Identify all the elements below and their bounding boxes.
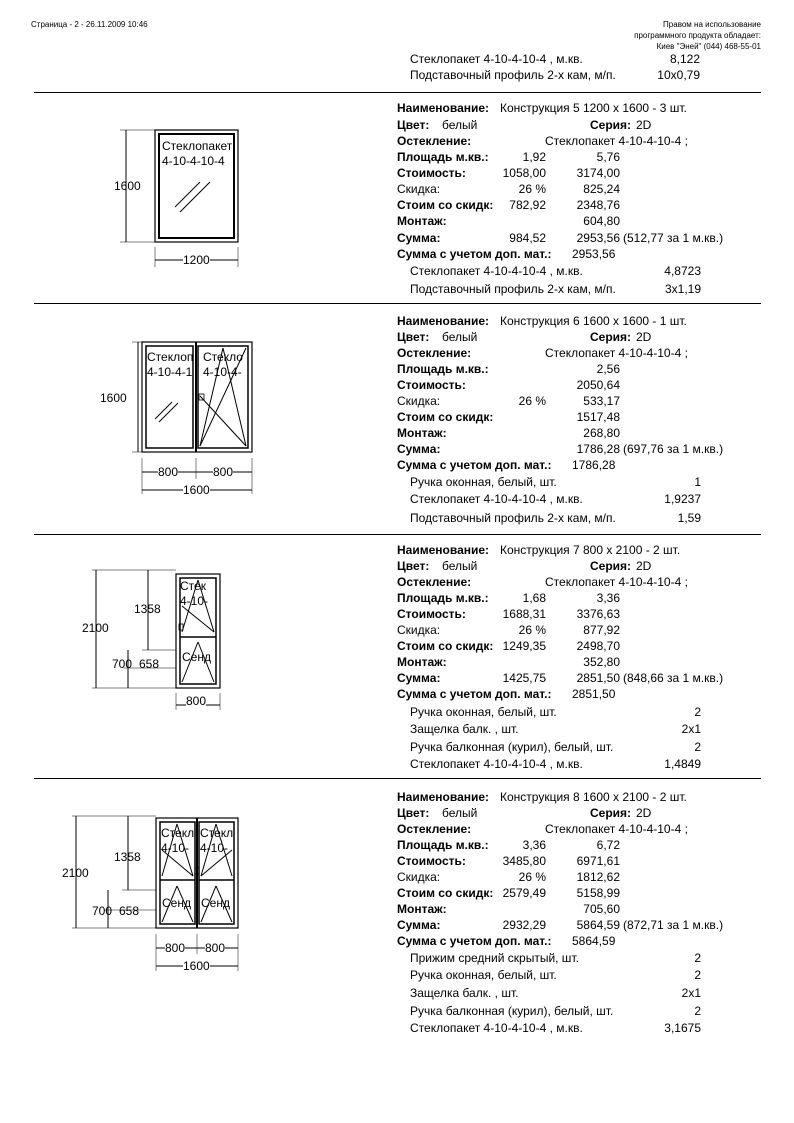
label-color: Цвет: [397, 118, 430, 132]
cost-unit: 1058,00 [502, 166, 546, 180]
label-install: Монтаж: [397, 902, 447, 916]
label-color: Цвет: [397, 330, 430, 344]
width-dimension: 800 [213, 465, 234, 479]
cost-discounted-unit: 782,92 [509, 198, 546, 212]
glazing-value: Стеклопакет 4-10-4-10-4 ; [545, 575, 688, 589]
area-total: 5,76 [596, 150, 620, 164]
cost-discounted-total: 2348,76 [576, 198, 620, 212]
pane-label: 4-10-4-1 [147, 365, 193, 379]
label-discount: Скидка: [397, 182, 441, 196]
upper-dimension: 1358 [134, 602, 161, 616]
material-name: Прижим средний скрытый, шт. [410, 951, 579, 965]
label-glazing: Остекление: [397, 575, 472, 589]
label-install: Монтаж: [397, 214, 447, 228]
height-dimension: 2100 [62, 866, 89, 880]
label-sum-with-materials: Сумма с учетом доп. мат.: [397, 458, 552, 472]
series-value: 2D [636, 806, 652, 820]
color-value: белый [442, 806, 478, 820]
pane-label: Стекло [203, 350, 243, 364]
sum-total: 2851,50 [576, 671, 620, 685]
cost-total: 3376,63 [576, 607, 620, 621]
material-name: Стеклопакет 4-10-4-10-4 , м.кв. [410, 492, 583, 506]
material-name: Стеклопакет 4-10-4-10-4 , м.кв. [410, 264, 583, 278]
section-divider [34, 303, 761, 304]
material-qty: 1,9237 [664, 492, 701, 506]
carryover-item-name: Стеклопакет 4-10-4-10-4 , м.кв. [410, 52, 583, 66]
cost-discounted-unit: 2579,49 [502, 886, 546, 900]
material-name: Стеклопакет 4-10-4-10-4 , м.кв. [410, 757, 583, 771]
label-cost-discounted: Стоим со скидк: [397, 198, 494, 212]
sum-per-m2: (872,71 за 1 м.кв.) [623, 918, 724, 932]
label-sum: Сумма: [397, 231, 441, 245]
label-cost: Стоимость: [397, 378, 466, 392]
lower-dimension: 700 [92, 904, 113, 918]
label-name: Наименование: [397, 314, 490, 328]
section-divider [34, 534, 761, 535]
label-series: Серия: [590, 559, 632, 573]
material-qty: 1,4849 [664, 757, 701, 771]
pane-label: Сенд [201, 896, 230, 910]
area-total: 6,72 [596, 838, 620, 852]
width-dimension: 800 [186, 694, 207, 708]
lower-dimension: 700 [112, 657, 133, 671]
sum-unit: 2932,29 [502, 918, 546, 932]
label-area: Площадь м.кв.: [397, 362, 489, 376]
label-discount: Скидка: [397, 870, 441, 884]
label-area: Площадь м.кв.: [397, 150, 489, 164]
material-qty: 3x1,19 [664, 282, 701, 296]
material-qty: 2 [694, 1004, 701, 1018]
material-name: Подставочный профиль 2-х кам, м/п. [410, 282, 616, 296]
material-qty: 2x1 [681, 722, 701, 736]
material-qty: 2x1 [681, 986, 701, 1000]
label-sum-with-materials: Сумма с учетом доп. мат.: [397, 934, 552, 948]
install-value: 352,80 [583, 655, 620, 669]
discount-pct: 26 % [518, 394, 546, 408]
install-value: 705,60 [583, 902, 620, 916]
label-cost-discounted: Стоим со скидк: [397, 886, 494, 900]
label-name: Наименование: [397, 101, 490, 115]
window-drawing [80, 560, 250, 715]
label-series: Серия: [590, 806, 632, 820]
material-qty: 4,8723 [664, 264, 701, 278]
material-qty: 3,1675 [664, 1021, 701, 1035]
discount-pct: 26 % [518, 182, 546, 196]
lower-dimension: 658 [119, 904, 140, 918]
sum-per-m2: (848,66 за 1 м.кв.) [623, 671, 724, 685]
label-install: Монтаж: [397, 655, 447, 669]
material-qty: 2 [694, 705, 701, 719]
sum-total: 1786,28 [576, 442, 620, 456]
label-color: Цвет: [397, 559, 430, 573]
label-glazing: Остекление: [397, 346, 472, 360]
sum-with-materials: 2851,50 [572, 687, 616, 701]
label-area: Площадь м.кв.: [397, 591, 489, 605]
label-sum-with-materials: Сумма с учетом доп. мат.: [397, 247, 552, 261]
rights-line-1: Правом на использование [663, 20, 761, 29]
carryover-item-qty: 8,122 [669, 52, 700, 66]
rights-line-2: программного продукта обладает: [634, 31, 761, 40]
cost-total: 2050,64 [576, 378, 620, 392]
width-dimension: 800 [205, 941, 226, 955]
rights-line-3: Киев "Эней" (044) 468-55-01 [656, 42, 761, 51]
pane-label: 4-10-4- [203, 365, 242, 379]
label-series: Серия: [590, 118, 632, 132]
cost-unit: 1688,31 [502, 607, 546, 621]
carryover-item-qty: 10x0,79 [657, 68, 700, 82]
discount-pct: 26 % [518, 870, 546, 884]
height-dimension: 1600 [114, 179, 141, 193]
material-qty: 1 [694, 475, 701, 489]
discount-total: 877,92 [583, 623, 620, 637]
label-sum: Сумма: [397, 918, 441, 932]
area-unit: 1,68 [522, 591, 546, 605]
pane-label: 4-10-4-10-4 [162, 154, 225, 168]
sum-with-materials: 5864,59 [572, 934, 616, 948]
material-name: Защелка балк. , шт. [410, 722, 519, 736]
label-glazing: Остекление: [397, 822, 472, 836]
label-name: Наименование: [397, 790, 490, 804]
material-qty: 2 [694, 968, 701, 982]
color-value: белый [442, 559, 478, 573]
sum-per-m2: (697,76 за 1 м.кв.) [623, 442, 724, 456]
material-name: Подставочный профиль 2-х кам, м/п. [410, 511, 616, 525]
sum-total: 2953,56 [576, 231, 620, 245]
height-dimension: 2100 [82, 621, 109, 635]
label-sum: Сумма: [397, 442, 441, 456]
sum-per-m2: (512,77 за 1 м.кв.) [623, 231, 724, 245]
page-info: Страница - 2 - 26.11.2009 10:46 [31, 20, 148, 29]
carryover-item-name: Подставочный профиль 2-х кам, м/п. [410, 68, 616, 82]
install-value: 268,80 [583, 426, 620, 440]
label-series: Серия: [590, 330, 632, 344]
width-dimension: 1200 [183, 253, 210, 267]
material-name: Ручка оконная, белый, шт. [410, 705, 557, 719]
label-sum: Сумма: [397, 671, 441, 685]
material-qty: 2 [694, 951, 701, 965]
color-value: белый [442, 330, 478, 344]
discount-pct: 26 % [518, 623, 546, 637]
label-cost: Стоимость: [397, 607, 466, 621]
construction-name: Конструкция 7 800 x 2100 - 2 шт. [500, 543, 681, 557]
pane-label: Стеклопакет [162, 139, 233, 153]
glazing-value: Стеклопакет 4-10-4-10-4 ; [545, 346, 688, 360]
rights-holder [634, 19, 761, 52]
construction-name: Конструкция 6 1600 x 1600 - 1 шт. [500, 314, 687, 328]
pane-label: Стек [180, 579, 206, 593]
construction-name: Конструкция 5 1200 x 1600 - 3 шт. [500, 101, 687, 115]
cost-discounted-total: 2498,70 [576, 639, 620, 653]
material-name: Ручка балконная (курил), белый, шт. [410, 1004, 614, 1018]
lower-dimension: 658 [139, 657, 160, 671]
area-unit: 3,36 [522, 838, 546, 852]
material-qty: 1,59 [677, 511, 701, 525]
cost-discounted-total: 1517,48 [576, 410, 620, 424]
label-cost: Стоимость: [397, 166, 466, 180]
sum-with-materials: 2953,56 [572, 247, 616, 261]
material-name: Ручка оконная, белый, шт. [410, 968, 557, 982]
install-value: 604,80 [583, 214, 620, 228]
discount-total: 825,24 [583, 182, 620, 196]
series-value: 2D [636, 118, 652, 132]
label-install: Монтаж: [397, 426, 447, 440]
total-width-dimension: 1600 [183, 959, 210, 973]
glazing-value: Стеклопакет 4-10-4-10-4 ; [545, 822, 688, 836]
material-name: Ручка балконная (курил), белый, шт. [410, 740, 614, 754]
pane-label: Сенд [162, 896, 191, 910]
material-name: Ручка оконная, белый, шт. [410, 475, 557, 489]
section-divider [34, 778, 761, 779]
label-sum-with-materials: Сумма с учетом доп. мат.: [397, 687, 552, 701]
width-dimension: 800 [165, 941, 186, 955]
label-cost: Стоимость: [397, 854, 466, 868]
label-cost-discounted: Стоим со скидк: [397, 639, 494, 653]
sum-total: 5864,59 [576, 918, 620, 932]
pane-label: 4-10- [200, 841, 229, 855]
pane-label: Стеклоп [147, 350, 194, 364]
series-value: 2D [636, 330, 652, 344]
pane-label: 4-10- [180, 594, 209, 608]
material-name: Стеклопакет 4-10-4-10-4 , м.кв. [410, 1021, 583, 1035]
sum-unit: 984,52 [509, 231, 546, 245]
material-name: Защелка балк. , шт. [410, 986, 519, 1000]
pane-label: Стекл [161, 826, 195, 840]
cost-discounted-total: 5158,99 [576, 886, 620, 900]
cost-discounted-unit: 1249,35 [502, 639, 546, 653]
cost-unit: 3485,80 [502, 854, 546, 868]
color-value: белый [442, 118, 478, 132]
pane-label: Стекл [200, 826, 234, 840]
width-dimension: 800 [158, 465, 179, 479]
upper-dimension: 1358 [114, 850, 141, 864]
label-area: Площадь м.кв.: [397, 838, 489, 852]
cost-total: 6971,61 [576, 854, 620, 868]
sum-unit: 1425,75 [502, 671, 546, 685]
sum-with-materials: 1786,28 [572, 458, 616, 472]
section-divider [34, 92, 761, 93]
area-unit: 1,92 [522, 150, 546, 164]
label-discount: Скидка: [397, 394, 441, 408]
label-glazing: Остекление: [397, 134, 472, 148]
label-name: Наименование: [397, 543, 490, 557]
label-discount: Скидка: [397, 623, 441, 637]
pane-label: Сенд [182, 650, 211, 664]
label-cost-discounted: Стоим со скидк: [397, 410, 494, 424]
cost-total: 3174,00 [576, 166, 620, 180]
height-dimension: 1600 [100, 391, 127, 405]
area-total: 2,56 [596, 362, 620, 376]
construction-name: Конструкция 8 1600 x 2100 - 2 шт. [500, 790, 687, 804]
material-qty: 2 [694, 740, 701, 754]
discount-total: 1812,62 [576, 870, 620, 884]
glazing-value: Стеклопакет 4-10-4-10-4 ; [545, 134, 688, 148]
total-width-dimension: 1600 [183, 483, 210, 497]
discount-total: 533,17 [583, 394, 620, 408]
series-value: 2D [636, 559, 652, 573]
pane-label: 4-10- [161, 841, 190, 855]
area-total: 3,36 [596, 591, 620, 605]
label-color: Цвет: [397, 806, 430, 820]
